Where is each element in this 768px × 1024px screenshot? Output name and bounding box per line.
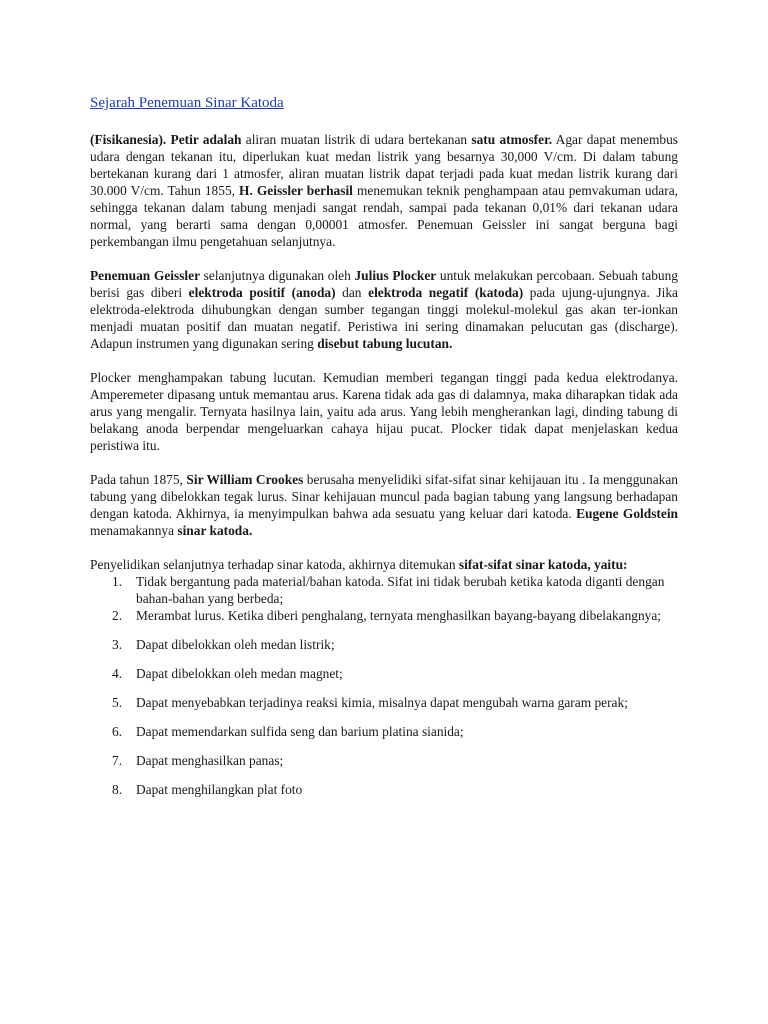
bold-text: elektroda positif (anoda) [188, 285, 336, 300]
paragraph-text: berusaha menyelidiki sifat-sifat sinar kehijauan itu . Ia menggunakan tabung yang dibelokkan tegak lurus. Sinar kehijauan muncul pada bagian tabung yang langsung berhadapan dengan katoda. Akhirnya, ia menyimpulkan bahwa ada sesuatu yang keluar dari katoda. [90, 472, 678, 521]
list-number: 8. [112, 782, 123, 797]
document-body [90, 94, 678, 798]
bold-text: Eugene Goldstein [576, 506, 678, 521]
paragraph-text: Plocker menghampakan tabung lucutan. Kemudian memberi tegangan tinggi pada kedua elektrodanya. Amperemeter dipasang untuk memantau arus. Karena tidak ada gas di dalamnya, maka diharapkan tidak ada arus yang mengalir. Ternyata hasilnya lain, yaitu ada arus. Yang lebih mengherankan lagi, dinding tabung di belakang anoda berpendar mengeluarkan cahaya hijau pucat. Plocker tidak dapat menjelaskan kedua peristiwa itu. [90, 370, 678, 453]
list-number: 6. [112, 724, 123, 739]
list-item [90, 694, 678, 711]
bold-text: sifat-sifat sinar katoda, yaitu: [458, 557, 628, 572]
list-item-text: Dapat menyebabkan terjadinya reaksi kimia, misalnya dapat mengubah warna garam perak; [136, 695, 628, 710]
bold-text: Julius Plocker [354, 268, 437, 283]
list-item [90, 781, 678, 798]
list-item-text: Tidak bergantung pada material/bahan katoda. Sifat ini tidak berubah ketika katoda diganti dengan bahan-bahan yang berbeda; [136, 574, 665, 606]
article-title-link[interactable]: Sejarah Penemuan Sinar Katoda [90, 95, 284, 111]
bold-text: H. Geissler berhasil [239, 183, 353, 198]
list-item-text: Dapat dibelokkan oleh medan listrik; [136, 637, 335, 652]
list-number: 3. [112, 637, 123, 652]
paragraph-4 [90, 471, 678, 539]
bold-text: Sir William Crookes [186, 472, 304, 487]
bold-text: (Fisikanesia). Petir adalah [90, 132, 242, 147]
bold-text: elektroda negatif (katoda) [368, 285, 524, 300]
paragraph-1 [90, 131, 678, 250]
list-item [90, 573, 678, 607]
list-item-text: Dapat dibelokkan oleh medan magnet; [136, 666, 343, 681]
paragraph-2 [90, 267, 678, 352]
list-item-text: Merambat lurus. Ketika diberi penghalang, ternyata menghasilkan bayang-bayang dibelakangnya; [136, 608, 662, 623]
list-item-text: Dapat menghasilkan panas; [136, 753, 284, 768]
list-item [90, 723, 678, 740]
paragraph-text: aliran muatan listrik di udara bertekanan [241, 132, 472, 147]
list-item [90, 636, 678, 653]
paragraph-text: dan [335, 285, 369, 300]
bold-text: Penemuan Geissler [90, 268, 201, 283]
properties-list [90, 573, 678, 798]
list-number: 4. [112, 666, 123, 681]
list-item [90, 607, 678, 624]
list-item-text: Dapat memendarkan sulfida seng dan barium platina sianida; [136, 724, 464, 739]
list-number: 2. [112, 608, 123, 623]
paragraph-text: Penyelidikan selanjutnya terhadap sinar katoda, akhirnya ditemukan [90, 557, 459, 572]
paragraph-text: untuk melakukan percobaan. Sebuah tabung berisi gas diberi [90, 268, 678, 300]
paragraph-text: Pada tahun 1875, [90, 472, 187, 487]
paragraph-text: selanjutnya digunakan oleh [200, 268, 355, 283]
paragraph-text: pada ujung-ujungnya. Jika elektroda-elektroda dihubungkan dengan sumber tegangan tinggi molekul-molekul gas akan ter-ionkan menjadi muatan positif dan muatan negatif. Peristiwa ini sering dinamakan pelucutan gas (discharge). Adapun instrumen yang digunakan sering [90, 285, 678, 351]
list-number: 5. [112, 695, 123, 710]
bold-text: disebut tabung lucutan. [317, 336, 453, 351]
paragraph-text: menamakannya [90, 523, 178, 538]
paragraph-5 [90, 556, 678, 573]
list-number: 7. [112, 753, 123, 768]
list-item [90, 665, 678, 682]
bold-text: sinar katoda. [177, 523, 253, 538]
paragraph-text: menemukan teknik penghampaan atau pemvakuman udara, sehingga tekanan dalam tabung menjadi sangat rendah, sampai pada tekanan 0,01% dari tekanan udara normal, yang berarti sama dengan 0,00001 atmosfer. Penemuan Geissler ini sangat berguna bagi perkembangan ilmu pengetahuan selanjutnya. [90, 183, 678, 249]
paragraph-3 [90, 369, 678, 454]
list-item-text: Dapat menghilangkan plat foto [136, 782, 303, 797]
list-number: 1. [112, 574, 123, 589]
paragraph-text: Agar dapat menembus udara dengan tekanan itu, diperlukan kuat medan listrik yang besarnya 30,000 V/cm. Di dalam tabung bertekanan kurang dari 1 atmosfer, aliran muatan listrik dapat terjadi pada kuat medan listrik kurang dari 30.000 V/cm. Tahun 1855, [90, 132, 678, 198]
bold-text: satu atmosfer. [471, 132, 553, 147]
list-item [90, 752, 678, 769]
